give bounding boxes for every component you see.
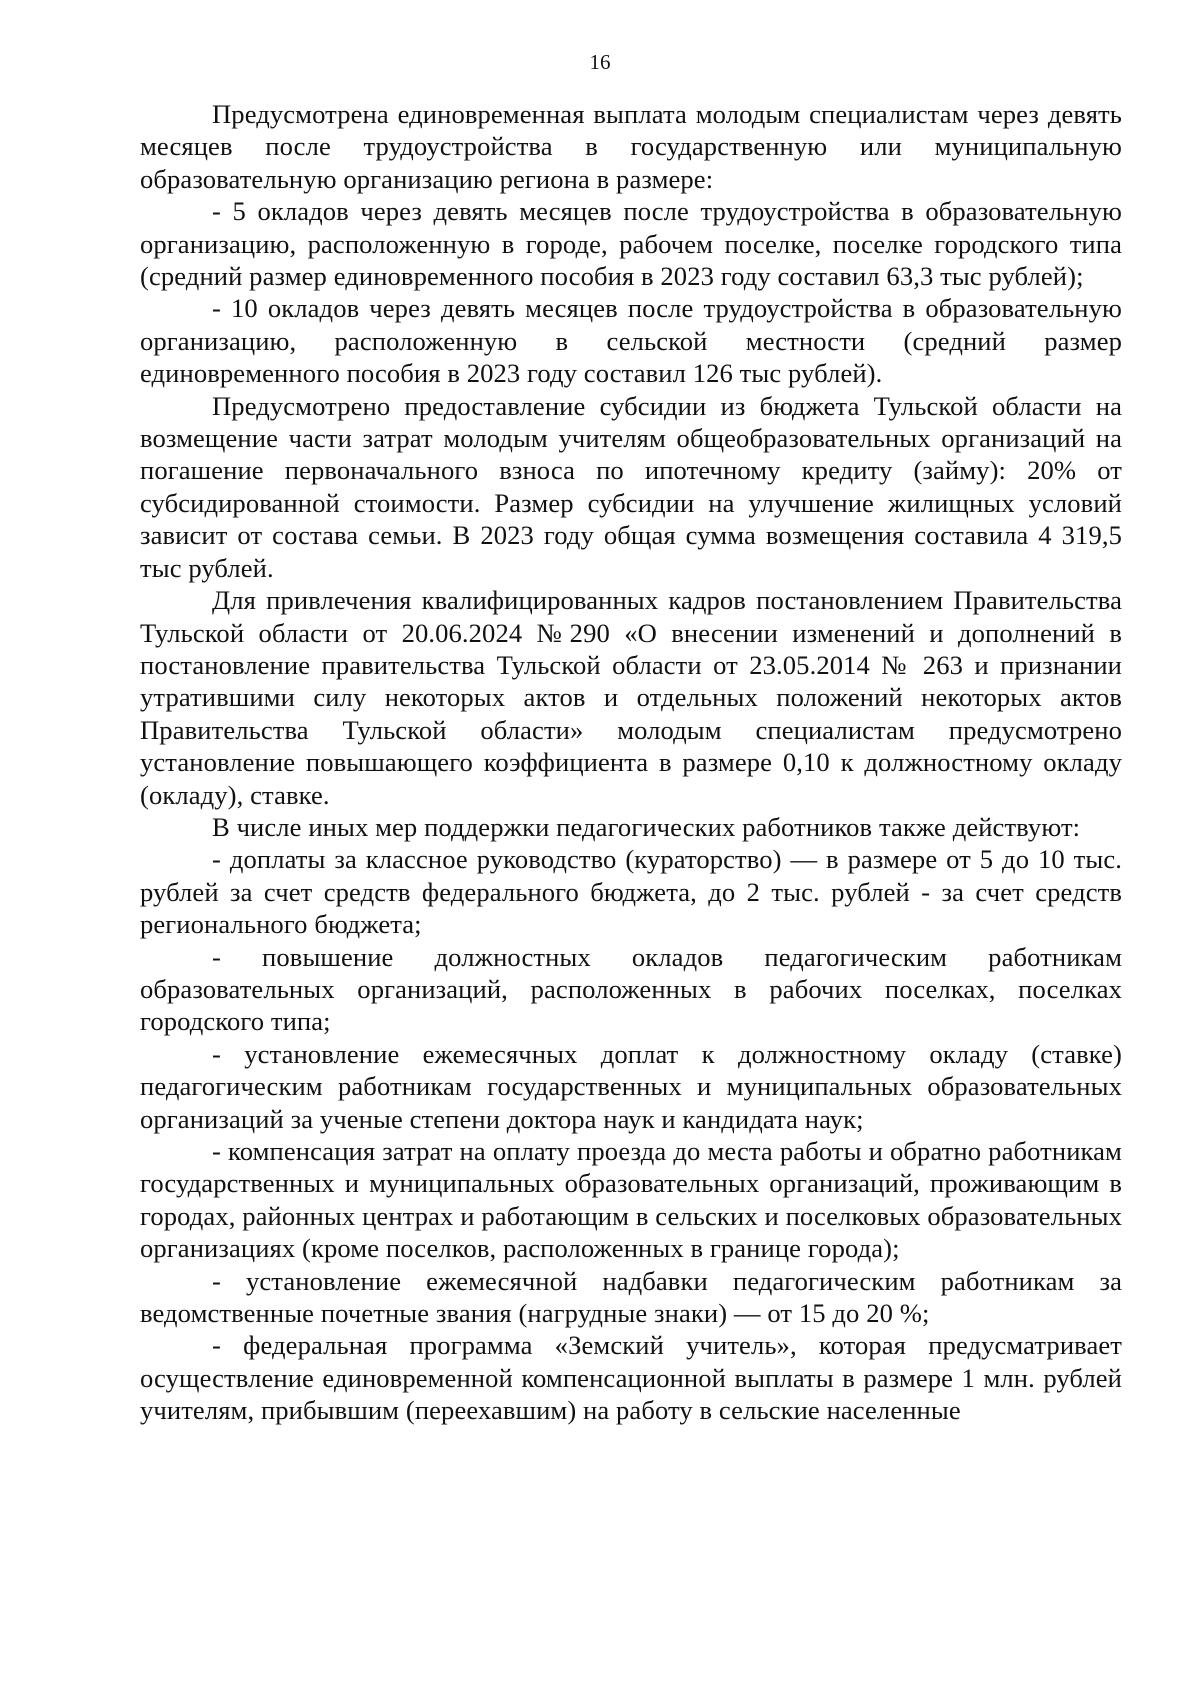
list-item-travel-compensation: - компенсация затрат на оплату проезда до места работы и обратно работникам государственных и муниципальных образовательных организаций, проживающим в городах, районных центрах и работающим в сельских и поселковых образовательных организациях (кроме поселков, расположенных в границе города); (140, 1136, 1122, 1264)
paragraph-mortgage-subsidy: Предусмотрено предоставление субсидии из бюджета Тульской области на возмещение части затрат молодым учителям общеобразовательных организаций на погашение первоначального взноса по ипотечному кредиту (займу): 20% от субсидированной стоимости. Размер субсидии на улучшение жилищных условий зависит от состава семьи. В 2023 году общая сумма возмещения составила 4 319,5 тыс рублей. (140, 390, 1122, 583)
list-item-class-supervision: - доплаты за классное руководство (кураторство) — в размере от 5 до 10 тыс. рублей за счет средств федерального бюджета, до 2 тыс. рублей - за счет средств регионального бюджета; (140, 844, 1122, 940)
paragraph-lump-sum-payment: Предусмотрена единовременная выплата молодым специалистам через девять месяцев после трудоустройства в государственную или муниципальную образовательную организацию региона в размере: (140, 99, 1122, 194)
list-item-5-salaries: - 5 окладов через девять месяцев после трудоустройства в образовательную организацию, расположенную в городе, рабочем поселке, поселке городского типа (средний размер единовременного пособия в 2023 году составил 63,3 тыс рублей); (140, 196, 1122, 292)
paragraph-resolution-290: Для привлечения квалифицированных кадров постановлением Правительства Тульской области от 20.06.2024 №290 «О внесении изменений и дополнений в постановление правительства Тульской области от 23.05.2014 № 263 и признании утратившими силу некоторых актов и отдельных положений некоторых актов Правительства Тульской области» молодым специалистам предусмотрено установление повышающего коэффициента в размере 0,10 к должностному окладу (окладу), ставке. (140, 585, 1122, 810)
paragraph-other-measures: В числе иных мер поддержки педагогических работников также действуют: (212, 811, 1081, 842)
list-item-10-salaries: - 10 окладов через девять месяцев после трудоустройства в образовательную организацию, расположенную в сельской местности (средний размер единовременного пособия в 2023 году составил 126 тыс рублей). (140, 293, 1122, 389)
list-item-zemsky-teacher: - федеральная программа «Земский учитель», которая предусматривает осуществление единовременной компенсационной выплаты в размере 1 млн. рублей учителям, прибывшим (переехавшим) на работу в сельские населенные (140, 1330, 1122, 1426)
list-item-degree-allowance: - установление ежемесячных доплат к должностному окладу (ставке) педагогическим работникам государственных и муниципальных образовательных организаций за ученые степени доктора наук и кандидата наук; (140, 1038, 1122, 1134)
document-body (140, 98, 1122, 1427)
list-item-salary-increase: - повышение должностных окладов педагогическим работникам образовательных организаций, расположенных в рабочих поселках, поселках городского типа; (140, 941, 1122, 1037)
list-item-honorary-titles: - установление ежемесячной надбавки педагогическим работникам за ведомственные почетные звания (нагрудные знаки) — от 15 до 20 %; (140, 1265, 1122, 1329)
page-number: 16 (589, 50, 611, 74)
